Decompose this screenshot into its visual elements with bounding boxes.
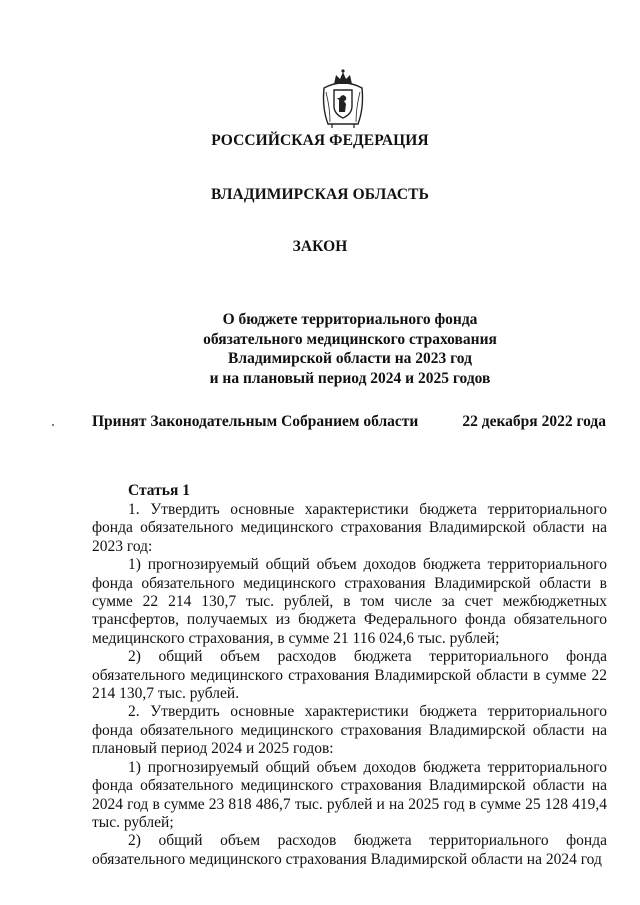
article-body — [92, 501, 607, 869]
country-heading: РОССИЙСКАЯ ФЕДЕРАЦИЯ — [211, 132, 429, 149]
law-title-line: Владимирской области на 2023 год — [228, 350, 472, 367]
law-title-line: и на плановый период 2024 и 2025 годов — [209, 369, 491, 387]
law-title-line: О бюджете территориального фонда — [222, 311, 478, 328]
scan-speck — [52, 424, 54, 426]
article-heading: Статья 1 — [128, 482, 190, 499]
article-paragraph: 1) прогнозируемый общий объем доходов бюджета территориального фонда обязательного медицинского страхования Владимирской области в сумме 22 214 130,7 тыс. рублей, в том числе за счет межбюджетных трансфертов, получаемых из бюджета Федерального фонда обязательного медицинского страхования, в сумме 21 116 024,6 тыс. рублей; — [92, 556, 607, 647]
article-paragraph: 2) общий объем расходов бюджета территориального фонда обязательного медицинского страхования Владимирской области в сумме 22 214 130,7 тыс. рублей. — [92, 648, 607, 703]
adoption-date: 22 декабря 2022 года — [462, 413, 606, 430]
law-title — [0, 310, 640, 388]
region-heading: ВЛАДИМИРСКАЯ ОБЛАСТЬ — [211, 186, 429, 203]
article-paragraph: 2. Утвердить основные характеристики бюджета территориального фонда обязательного медицинского страхования Владимирской области на плановый период 2024 и 2025 годов: — [92, 703, 607, 758]
article-paragraph: 2) общий объем расходов бюджета территориального фонда обязательного медицинского страхования Владимирской области на 2024 год — [92, 832, 607, 868]
article-paragraph: 1) прогнозируемый общий объем доходов бюджета территориального фонда обязательного медицинского страхования Владимирской области на 2024 год в сумме 23 818 486,7 тыс. рублей и на 2025 год в сумме 25 128 419,4 тыс. рублей; — [92, 758, 607, 831]
adoption-line — [92, 413, 606, 431]
article-paragraph: 1. Утвердить основные характеристики бюджета территориального фонда обязательного медицинского страхования Владимирской области на 2023 год: — [92, 501, 607, 555]
adopted-by-text: Принят Законодательным Собранием области — [92, 413, 419, 430]
coat-of-arms-emblem — [318, 68, 368, 130]
document-type-heading: ЗАКОН — [292, 238, 348, 255]
law-title-line: обязательного медицинского страхования — [203, 330, 497, 348]
